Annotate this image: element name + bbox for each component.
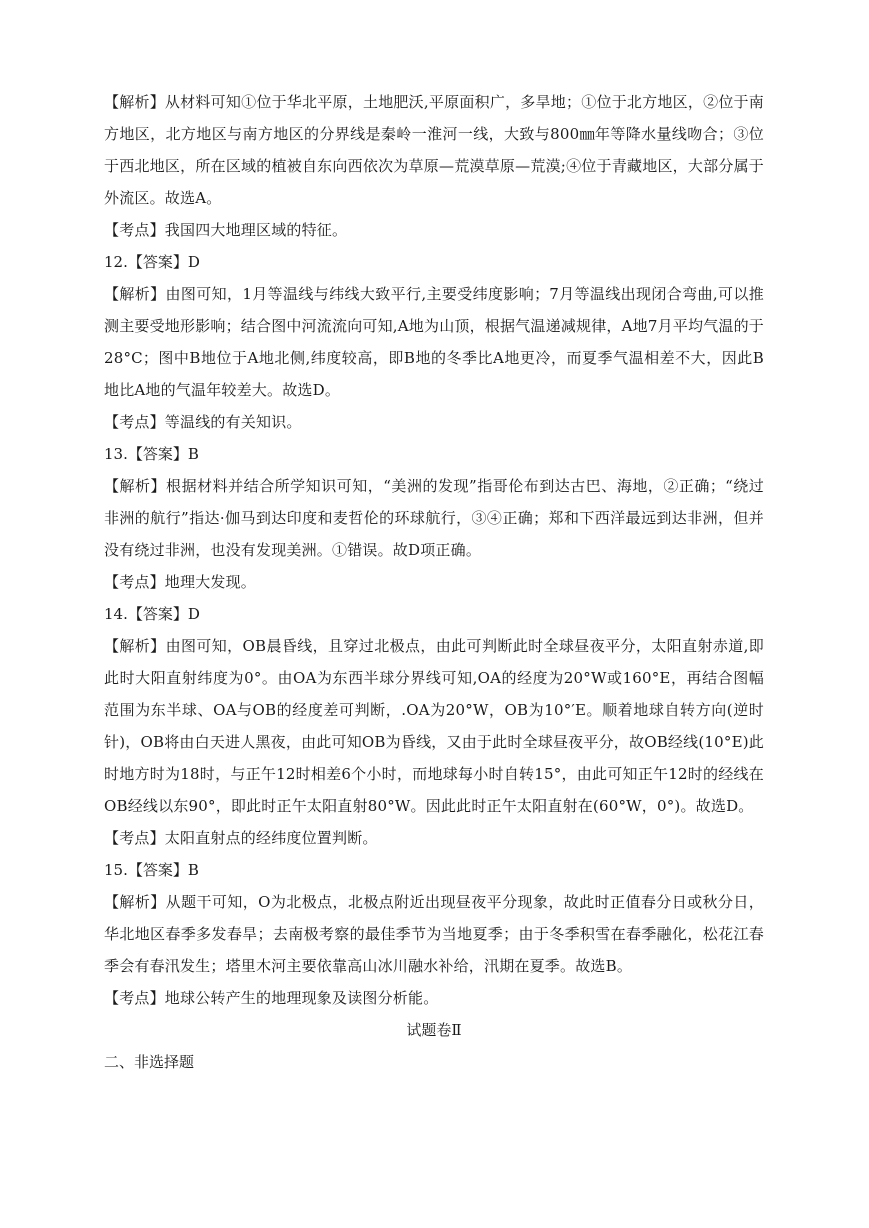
q15-point: 【考点】地球公转产生的地理现象及读图分析能。 <box>104 989 439 1007</box>
section-title: 试题卷Ⅱ <box>406 1021 462 1039</box>
q15-analysis: 【解析】从题干可知，O为北极点，北极点附近出现昼夜平分现象，故此时正值春分日或秋分日，华北地区春季多发春旱；去南极考察的最佳季节为当地夏季；由于冬季积雪在春季融化，松花江春季会有春汛发生；塔里木河主要依靠高山冰川融水补给，汛期在夏季。故选B。 <box>104 893 764 975</box>
q12-analysis: 【解析】由图可知，1月等温线与纬线大致平行,主要受纬度影响；7月等温线出现闭合弯曲,可以推测主要受地形影响；结合图中河流流向可知,A地为山顶，根据气温递减规律，A地7月平均气温的于28°C；图中B地位于A地北侧,纬度较高，即B地的冬季比A地更冷，而夏季气温相差不大，因此B地比A地的气温年较差大。故选D。 <box>104 285 764 399</box>
q14-analysis: 【解析】由图可知，OB晨昏线，且穿过北极点，由此可判断此时全球昼夜平分，太阳直射赤道,即此时大阳直射纬度为0°。由OA为东西半球分界线可知,OA的经度为20°W或160°E，再结合图幅范围为东半球、OA与OB的经度差可判断，.OA为20°W，OB为10°′E。顺着地球自转方向(逆时针)，OB将由白天进人黑夜，由此可知OB为昏线，又由于此时全球昼夜平分，故OB经线(10°E)此时地方时为18时，与正午12时相差6个小时，而地球每小时自转15°，由此可知正午12时的经线在OB经线以东90°，即此时正午太阳直射80°W。因此此时正午太阳直射在(60°W，0°)。故选D。 <box>104 637 764 815</box>
q13-point: 【考点】地理大发现。 <box>104 573 257 591</box>
section-heading: 二、非选择题 <box>104 1053 195 1071</box>
q12-answer: 12.【答案】D <box>104 253 200 271</box>
q11-point: 【考点】我国四大地理区域的特征。 <box>104 221 348 239</box>
q13-answer: 13.【答案】B <box>104 445 199 463</box>
document-page <box>104 86 764 1078</box>
q15-answer: 15.【答案】B <box>104 861 199 879</box>
q13-analysis: 【解析】根据材料并结合所学知识可知，“美洲的发现”指哥伦布到达古巴、海地，②正确；“绕过非洲的航行”指达·伽马到达印度和麦哲伦的环球航行，③④正确；郑和下西洋最远到达非洲，但并没有绕过非洲，也没有发现美洲。①错误。故D项正确。 <box>104 477 764 559</box>
q14-point: 【考点】太阳直射点的经纬度位置判断。 <box>104 829 378 847</box>
q12-point: 【考点】等温线的有关知识。 <box>104 413 302 431</box>
q14-answer: 14.【答案】D <box>104 605 200 623</box>
q11-analysis: 【解析】从材料可知①位于华北平原，土地肥沃,平原面积广，多旱地；①位于北方地区，②位于南方地区，北方地区与南方地区的分界线是秦岭一淮河一线，大致与800㎜年等降水量线吻合；③位于西北地区，所在区域的植被自东向西依次为草原—荒漠草原—荒漠;④位于青藏地区，大部分属于外流区。故选A。 <box>104 93 764 207</box>
